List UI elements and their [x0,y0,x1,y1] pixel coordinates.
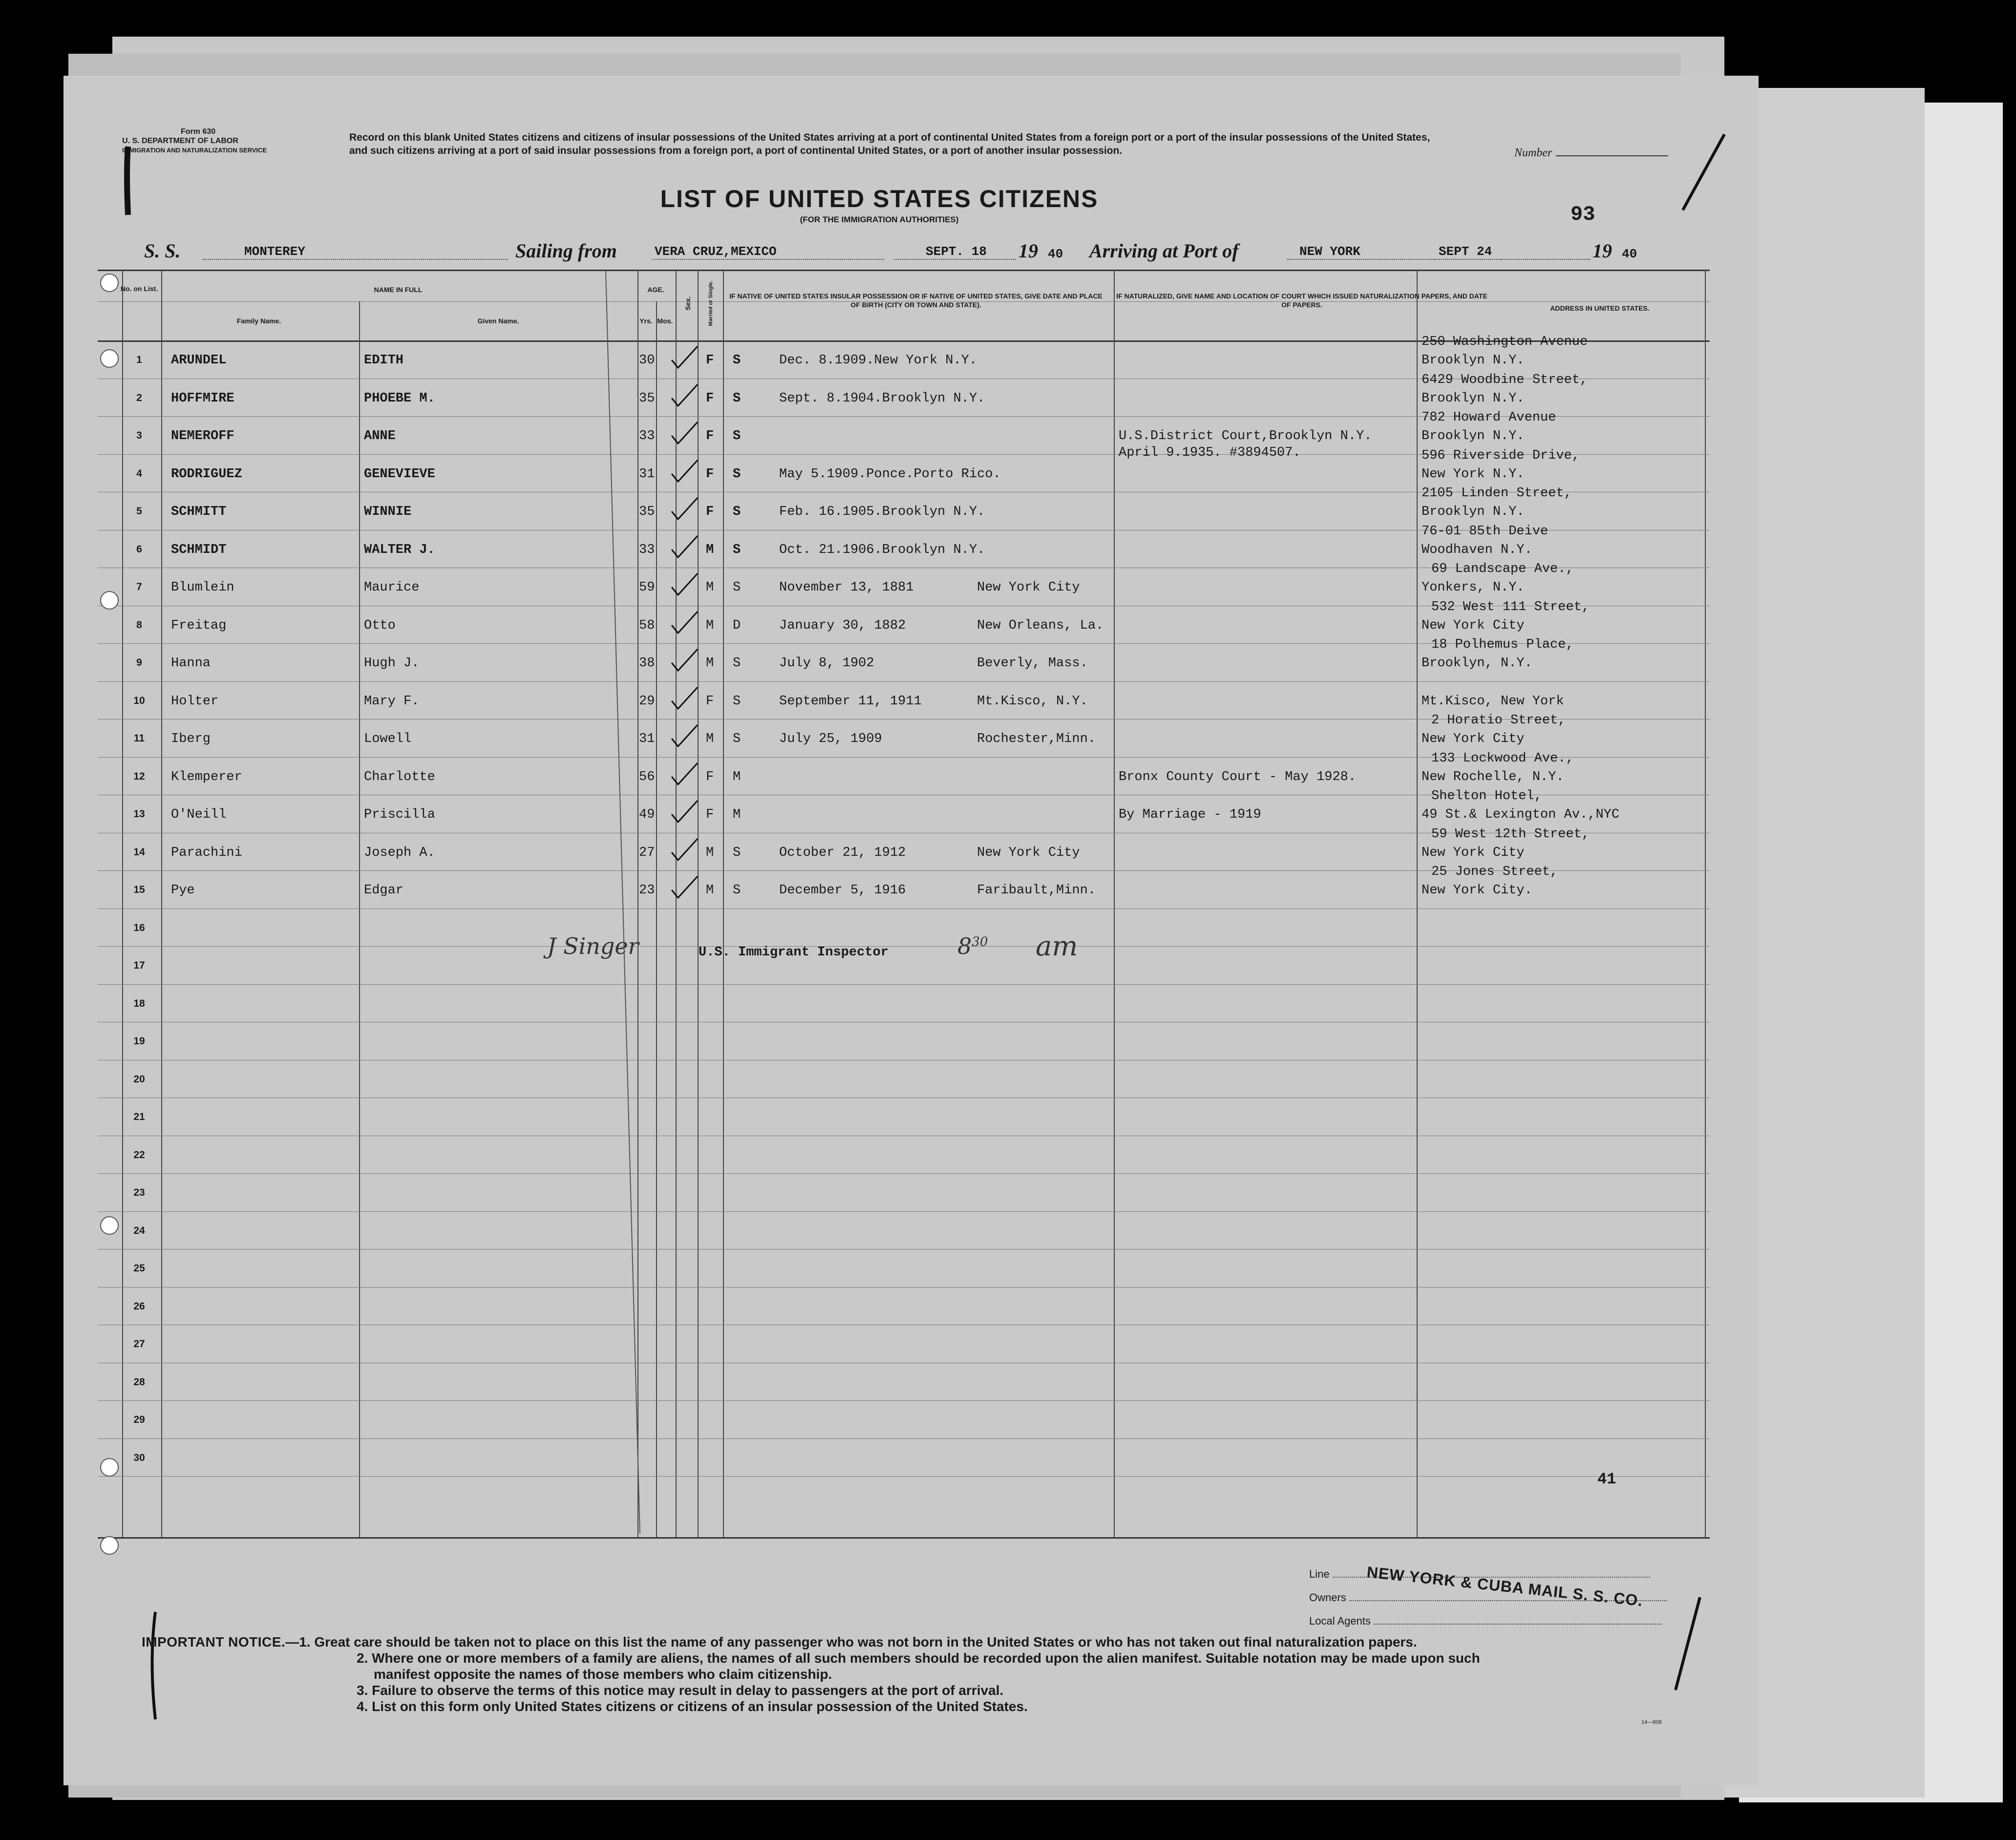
sheet-number: 93 [1570,203,1595,226]
inspection-time-suffix: am [1036,931,1078,962]
table-column-divider [161,270,162,1537]
punch-hole [100,1458,119,1477]
form-code: 14—808 [1641,1719,1662,1725]
sex: F [706,505,714,519]
birth-date: December 5, 1916 [779,883,906,898]
birth-place: Faribault,Minn. [977,883,1096,898]
row-number: 27 [133,1338,145,1350]
address-line-2: New York City [1422,732,1525,746]
row-number: 5 [136,506,142,517]
row-number: 17 [133,960,145,971]
age-years: 31 [639,732,655,746]
marital-status: S [733,505,741,519]
address-line-1: 532 West 111 Street, [1431,599,1590,614]
address-line-1: Shelton Hotel, [1431,789,1542,804]
col-naturalization: IF NATURALIZED, GIVE NAME AND LOCATION OF COURT WHICH ISSUED NATURALIZATION PAPERS, AND DATE OF PAPERS. [1116,292,1487,309]
sex: F [706,466,714,482]
sex: M [706,732,714,746]
address-line-2: 49 St.& Lexington Av.,NYC [1422,807,1620,822]
punch-hole [100,591,119,610]
check-mark-icon [669,345,699,370]
row-number: 4 [136,467,142,479]
check-mark-icon [669,648,699,673]
table-column-divider [637,270,638,1537]
check-mark-icon [669,421,699,445]
age-years: 29 [639,694,655,709]
birth-date: Sept. 8.1904.Brooklyn N.Y. [779,391,985,406]
family-name: Klemperer [171,769,242,784]
sex: M [706,883,714,898]
address-line-1: 133 Lockwood Ave., [1431,751,1574,766]
age-years: 35 [639,391,655,406]
family-name: NEMEROFF [171,429,234,444]
given-name: Mary F. [364,694,420,709]
birth-date: January 30, 1882 [779,618,906,633]
given-name: Priscilla [364,807,435,822]
family-name: Parachini [171,845,242,860]
age-years: 35 [639,505,655,519]
table-column-divider [1705,270,1706,1537]
birth-date: July 8, 1902 [779,656,874,671]
address-line-2: Mt.Kisco, New York [1422,694,1564,709]
age-years: 56 [639,769,655,784]
row-number: 24 [133,1225,145,1236]
age-years: 49 [639,807,655,822]
marital-status: S [733,429,741,444]
row-number: 2 [136,392,142,403]
birth-date: Feb. 16.1905.Brooklyn N.Y. [779,505,985,519]
family-name: O'Neill [171,807,227,822]
row-number: 28 [133,1376,145,1388]
table-column-divider [122,270,123,1537]
family-name: Pye [171,883,195,898]
address-line-1: 6429 Woodbine Street, [1422,372,1588,387]
address-line-2: New York City [1422,618,1525,633]
page-title: LIST OF UNITED STATES CITIZENS [660,185,1099,212]
number-field [1514,147,1668,160]
check-mark-icon [669,459,699,484]
row-number: 21 [133,1111,145,1122]
col-sex: Sex. [684,296,692,311]
address-line-2: Brooklyn N.Y. [1422,429,1525,444]
check-mark-icon [669,686,699,711]
marital-status: S [733,542,741,557]
address-line-1: 782 Howard Avenue [1422,410,1556,425]
naturalization-court: U.S.District Court,Brooklyn N.Y. [1119,429,1372,444]
sex: F [706,769,714,784]
address-line-2: Brooklyn, N.Y. [1422,656,1532,671]
sex: F [706,391,714,406]
age-years: 23 [639,883,655,898]
row-number: 3 [136,430,142,441]
given-name: EDITH [364,353,404,368]
row-number: 9 [136,657,142,668]
birth-place: New York City [977,580,1080,595]
punch-hole [100,349,119,368]
family-name: HOFFMIRE [171,391,234,406]
punch-hole [100,274,119,292]
given-name: ANNE [364,429,396,444]
address-line-2: Brooklyn N.Y. [1422,353,1525,368]
sex: M [706,542,714,557]
age-years: 59 [639,580,655,595]
arrival-date: SEPT 24 [1439,244,1492,259]
row-number: 7 [136,581,142,592]
sex: M [706,618,714,633]
number-label: Number [1514,147,1552,159]
family-name: SCHMIDT [171,542,227,557]
arrival-year-prefix: 19 [1592,240,1612,262]
departure-year: 40 [1048,247,1063,261]
punch-hole [100,1536,119,1555]
marital-status: S [733,883,741,898]
age-years: 33 [639,429,655,444]
passenger-table [98,270,1710,1537]
check-mark-icon [669,572,699,597]
address-line-1: 2 Horatio Street, [1431,713,1566,728]
check-mark-icon [669,497,699,521]
col-married-single: Married or Single. [708,280,714,326]
address-line-1: 76-01 85th Deive [1422,524,1549,539]
inspection-time: $8^{30}$ [957,933,988,959]
address-line-2: Brooklyn N.Y. [1422,505,1525,519]
arrival-port: NEW YORK [1299,244,1360,259]
address-line-2: Yonkers, N.Y. [1422,580,1525,595]
notice-item-1: 1. Great care should be taken not to place on this list the name of any passenger who was not born in the United States or who has not taken out final naturalization papers. [299,1634,1417,1650]
ship-name: MONTEREY [244,244,305,259]
given-name: WINNIE [364,505,412,519]
check-mark-icon [669,535,699,559]
notice-item-4: 4. List on this form only United States citizens or citizens of an insular possession of the United States. [357,1699,1028,1714]
family-name: SCHMITT [171,505,227,519]
row-number: 11 [133,733,145,744]
department-name: U. S. DEPARTMENT OF LABOR [122,137,238,145]
address-line-1: 596 Riverside Drive, [1422,448,1580,463]
col-name-in-full: NAME IN FULL [374,286,423,294]
marital-status: S [733,391,741,406]
given-name: Edgar [364,883,404,898]
birth-date: Dec. 8.1909.New York N.Y. [779,353,977,368]
row-number: 30 [133,1452,145,1463]
check-mark-icon [669,800,699,824]
marital-status: S [733,580,741,595]
marital-status: M [733,769,741,784]
departure-port: VERA CRUZ,MEXICO [655,244,777,259]
address-line-2: New York N.Y. [1422,466,1525,482]
sex: M [706,845,714,860]
age-years: 31 [639,466,655,482]
col-birth: IF NATIVE OF UNITED STATES INSULAR POSSESSION OR IF NATIVE OF UNITED STATES, GIVE DATE AND PLACE OF BIRTH (CITY OR TOWN AND STATE). [729,292,1103,309]
sex: M [706,656,714,671]
notice-item-2: 2. Where one or more members of a family are aliens, the names of all such members should be recorded upon the alien manifest. Suitable notation may be made upon such [357,1650,1480,1666]
birth-date: Oct. 21.1906.Brooklyn N.Y. [779,542,985,557]
row-number: 1 [136,354,142,365]
address-line-2: New Rochelle, N.Y. [1422,769,1564,784]
address-line-1: 59 West 12th Street, [1431,826,1590,842]
family-name: ARUNDEL [171,353,227,368]
important-notice: IMPORTANT NOTICE.—1. Great care should be taken not to place on this list the name of any passenger who was not born in the United States or who has not taken out final naturalization papers. 2. Where one or more members of a family are aliens, the names of all such members should be recorded upon the alien manifest. Suitable notation may be made upon such manifest opposite the names of those members who claim citizenship. 3. Failure to observe the terms of this notice may result in delay to passengers at the port of arrival. 4. List on this form only United States citizens or citizens of an insular possession of the United States. [142,1634,1705,1714]
marital-status: S [733,466,741,482]
row-number: 29 [133,1414,145,1425]
address-line-2: Woodhaven N.Y. [1422,542,1532,557]
address-line-2: New York City. [1422,883,1532,898]
row-number: 15 [133,884,145,895]
row-number: 22 [133,1149,145,1161]
age-years: 58 [639,618,655,633]
family-name: Hanna [171,656,211,671]
row-number: 25 [133,1263,145,1274]
page-subtitle: (FOR THE IMMIGRATION AUTHORITIES) [800,215,959,224]
row-number: 16 [133,922,145,933]
sailing-label: Sailing from [515,240,617,262]
given-name: Hugh J. [364,656,420,671]
given-name: PHOEBE M. [364,391,435,406]
col-mos: Mos. [657,317,673,325]
row-number: 18 [133,997,145,1009]
birth-place: Rochester,Minn. [977,732,1096,746]
check-mark-icon [669,724,699,748]
marital-status: S [733,845,741,860]
given-name: Maurice [364,580,420,595]
col-age: AGE. [647,286,664,294]
given-name: Otto [364,618,396,633]
inspector-signature: J Singer [547,933,639,959]
table-column-divider [359,301,360,1537]
line-field: Line [1309,1568,1650,1581]
age-years: 27 [639,845,655,860]
check-mark-icon [669,611,699,635]
given-name: Charlotte [364,769,435,784]
row-number: 10 [133,695,145,706]
birth-place: New York City [977,845,1080,860]
arrival-year: 40 [1622,247,1637,261]
age-years: 30 [639,353,655,368]
family-name: Freitag [171,618,227,633]
col-given-name: Given Name. [477,317,519,325]
table-column-divider [1114,270,1115,1537]
address-line-1: 25 Jones Street, [1431,865,1558,879]
address-line-2: New York City [1422,845,1525,860]
table-column-divider [1417,270,1418,1537]
row-number: 20 [133,1073,145,1085]
row-number: 13 [133,808,145,820]
inspector-label: U.S. Immigrant Inspector [699,945,889,960]
naturalization-court: By Marriage - 1919 [1119,807,1261,822]
family-name: Iberg [171,732,211,746]
row-number: 8 [136,619,142,631]
departure-date: SEPT. 18 [926,244,987,259]
sex: F [706,429,714,444]
row-number: 14 [133,846,145,858]
table-column-divider [656,301,657,1537]
check-mark-icon [669,762,699,786]
age-years: 33 [639,542,655,557]
table-column-divider [723,270,724,1537]
marital-status: M [733,807,741,822]
check-mark-icon [669,838,699,862]
sex: F [706,807,714,822]
company-stamp: NEW YORK & CUBA MAIL S. S. CO. [1366,1563,1644,1610]
birth-date: September 11, 1911 [779,694,922,709]
family-name: Blumlein [171,580,234,595]
col-no: No. on List. [120,285,158,293]
check-mark-icon [669,875,699,900]
col-address: ADDRESS IN UNITED STATES. [1550,304,1650,312]
sex: F [706,694,714,709]
row-number: 26 [133,1300,145,1312]
service-name: IMMIGRATION AND NATURALIZATION SERVICE [122,147,267,154]
sex: F [706,353,714,368]
naturalization-court: Bronx County Court - May 1928. [1119,769,1357,784]
notice-heading: IMPORTANT NOTICE. [142,1634,286,1650]
age-years: 38 [639,656,655,671]
notice-item-2-cont: manifest opposite the names of those members who claim citizenship. [374,1667,832,1682]
marital-status: S [733,353,741,368]
punch-hole [100,1216,119,1235]
given-name: WALTER J. [364,542,435,557]
row-number: 12 [133,770,145,782]
form-number: Form 630 [181,127,216,136]
col-yrs: Yrs. [639,317,653,325]
arriving-label: Arriving at Port of [1089,240,1239,262]
birth-place: New Orleans, La. [977,618,1104,633]
address-line-1: 69 Landscape Ave., [1431,562,1574,576]
departure-year-prefix: 19 [1019,240,1038,262]
marital-status: S [733,732,741,746]
record-instructions: Record on this blank United States citizens and citizens of insular possessions of the United States arriving at a port of continental United States from a foreign port or a port of the insular possessions of the United States, and such citizens arriving at a port of said insular possessions from a foreign port, a port of continental United States, or a port of another insular possession. [349,132,1430,156]
row-number: 23 [133,1187,145,1198]
birth-date: November 13, 1881 [779,580,914,595]
naturalization-date: April 9.1935. #3894507. [1119,445,1301,460]
address-line-1: 2105 Linden Street, [1422,486,1572,501]
birth-date: May 5.1909.Ponce.Porto Rico. [779,466,1001,482]
birth-place: Mt.Kisco, N.Y. [977,694,1088,709]
marital-status: D [733,618,741,633]
family-name: Holter [171,694,219,709]
row-number: 6 [136,543,142,555]
row-number: 19 [133,1036,145,1047]
given-name: Lowell [364,732,412,746]
marital-status: S [733,694,741,709]
pencil-count: 41 [1597,1470,1616,1488]
address-line-2: Brooklyn N.Y. [1422,391,1525,406]
sex: M [706,580,714,595]
marital-status: S [733,656,741,671]
birth-date: October 21, 1912 [779,845,906,860]
col-family-name: Family Name. [236,317,281,325]
ss-label: S. S. [144,240,181,262]
address-line-1: 250 Washington Avenue [1422,335,1588,349]
birth-place: Beverly, Mass. [977,656,1088,671]
check-mark-icon [669,383,699,408]
notice-item-3: 3. Failure to observe the terms of this notice may result in delay to passengers at the port of arrival. [357,1683,1004,1698]
department-header [122,127,318,155]
given-name: Joseph A. [364,845,435,860]
owners-field: Owners [1309,1591,1667,1604]
agents-field: Local Agents [1309,1615,1662,1628]
birth-date: July 25, 1909 [779,732,882,746]
address-line-1: 18 Polhemus Place, [1431,637,1574,652]
family-name: RODRIGUEZ [171,466,242,482]
given-name: GENEVIEVE [364,466,435,482]
